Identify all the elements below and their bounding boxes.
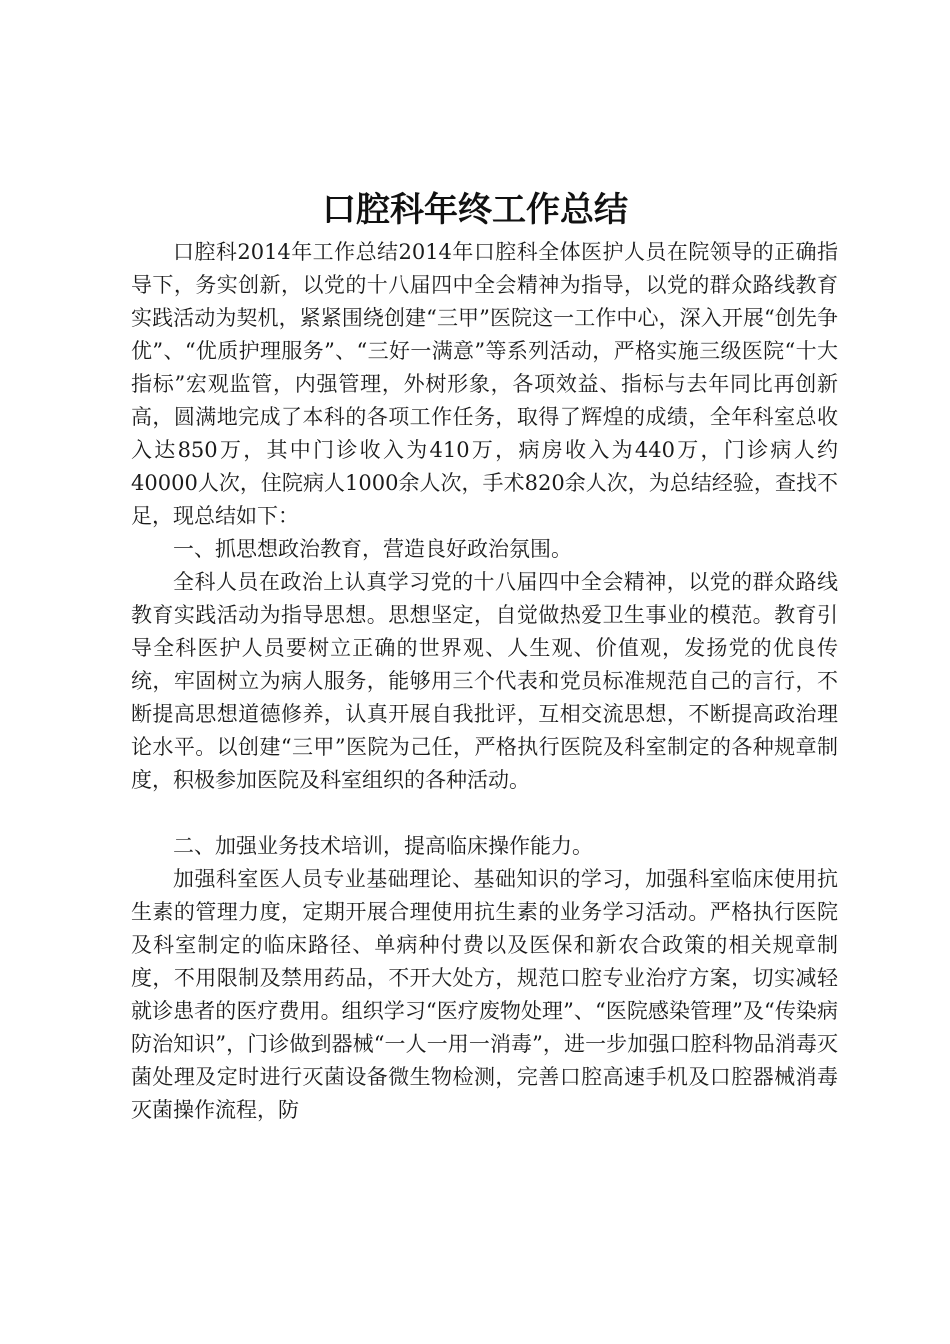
section-2-paragraph: 加强科室医人员专业基础理论、基础知识的学习，加强科室临床使用抗生素的管理力度，定期开展合理使用抗生素的业务学习活动。严格执行医院及科室制定的临床路径、单病种付费以及医保和新农合政策的相关规章制度，不用限制及禁用药品，不开大处方，规范口腔专业治疗方案，切实减轻就诊患者的医疗费用。组织学习“医疗废物处理”、“医院感染管理”及“传染病防治知识”，门诊做到器械“一人一用一消毒”，进一步加强口腔科物品消毒灭菌处理及定时进行灭菌设备微生物检测，完善口腔高速手机及口腔器械消毒灭菌操作流程，防 (131, 867, 838, 1122)
document-body (131, 236, 838, 1127)
document-title: 口腔科年终工作总结 (322, 190, 628, 230)
section-heading-2: 二、加强业务技术培训，提高临床操作能力。 (173, 834, 593, 858)
paragraph-spacer (131, 797, 838, 830)
section-heading-1: 一、抓思想政治教育，营造良好政治氛围。 (173, 537, 572, 561)
section-1-paragraph: 全科人员在政治上认真学习党的十八届四中全会精神，以党的群众路线教育实践活动为指导思想。思想坚定，自觉做热爱卫生事业的模范。教育引导全科医护人员要树立正确的世界观、人生观、价值观，发扬党的优良传统，牢固树立为病人服务，能够用三个代表和党员标准规范自己的言行，不断提高思想道德修养，认真开展自我批评，互相交流思想，不断提高政治理论水平。以创建“三甲”医院为己任，严格执行医院及科室制定的各种规章制度，积极参加医院及科室组织的各种活动。 (131, 570, 838, 792)
intro-paragraph: 口腔科2014年工作总结2014年口腔科全体医护人员在院领导的正确指导下，务实创新，以党的十八届四中全会精神为指导，以党的群众路线教育实践活动为契机，紧紧围绕创建“三甲”医院这一工作中心，深入开展“创先争优”、“优质护理服务”、“三好一满意”等系列活动，严格实施三级医院“十大指标”宏观监管，内强管理，外树形象，各项效益、指标与去年同比再创新高，圆满地完成了本科的各项工作任务，取得了辉煌的成绩，全年科室总收入达850万，其中门诊收入为410万，病房收入为440万，门诊病人约40000人次，住院病人1000余人次，手术820余人次，为总结经验，查找不足，现总结如下： (131, 240, 838, 528)
